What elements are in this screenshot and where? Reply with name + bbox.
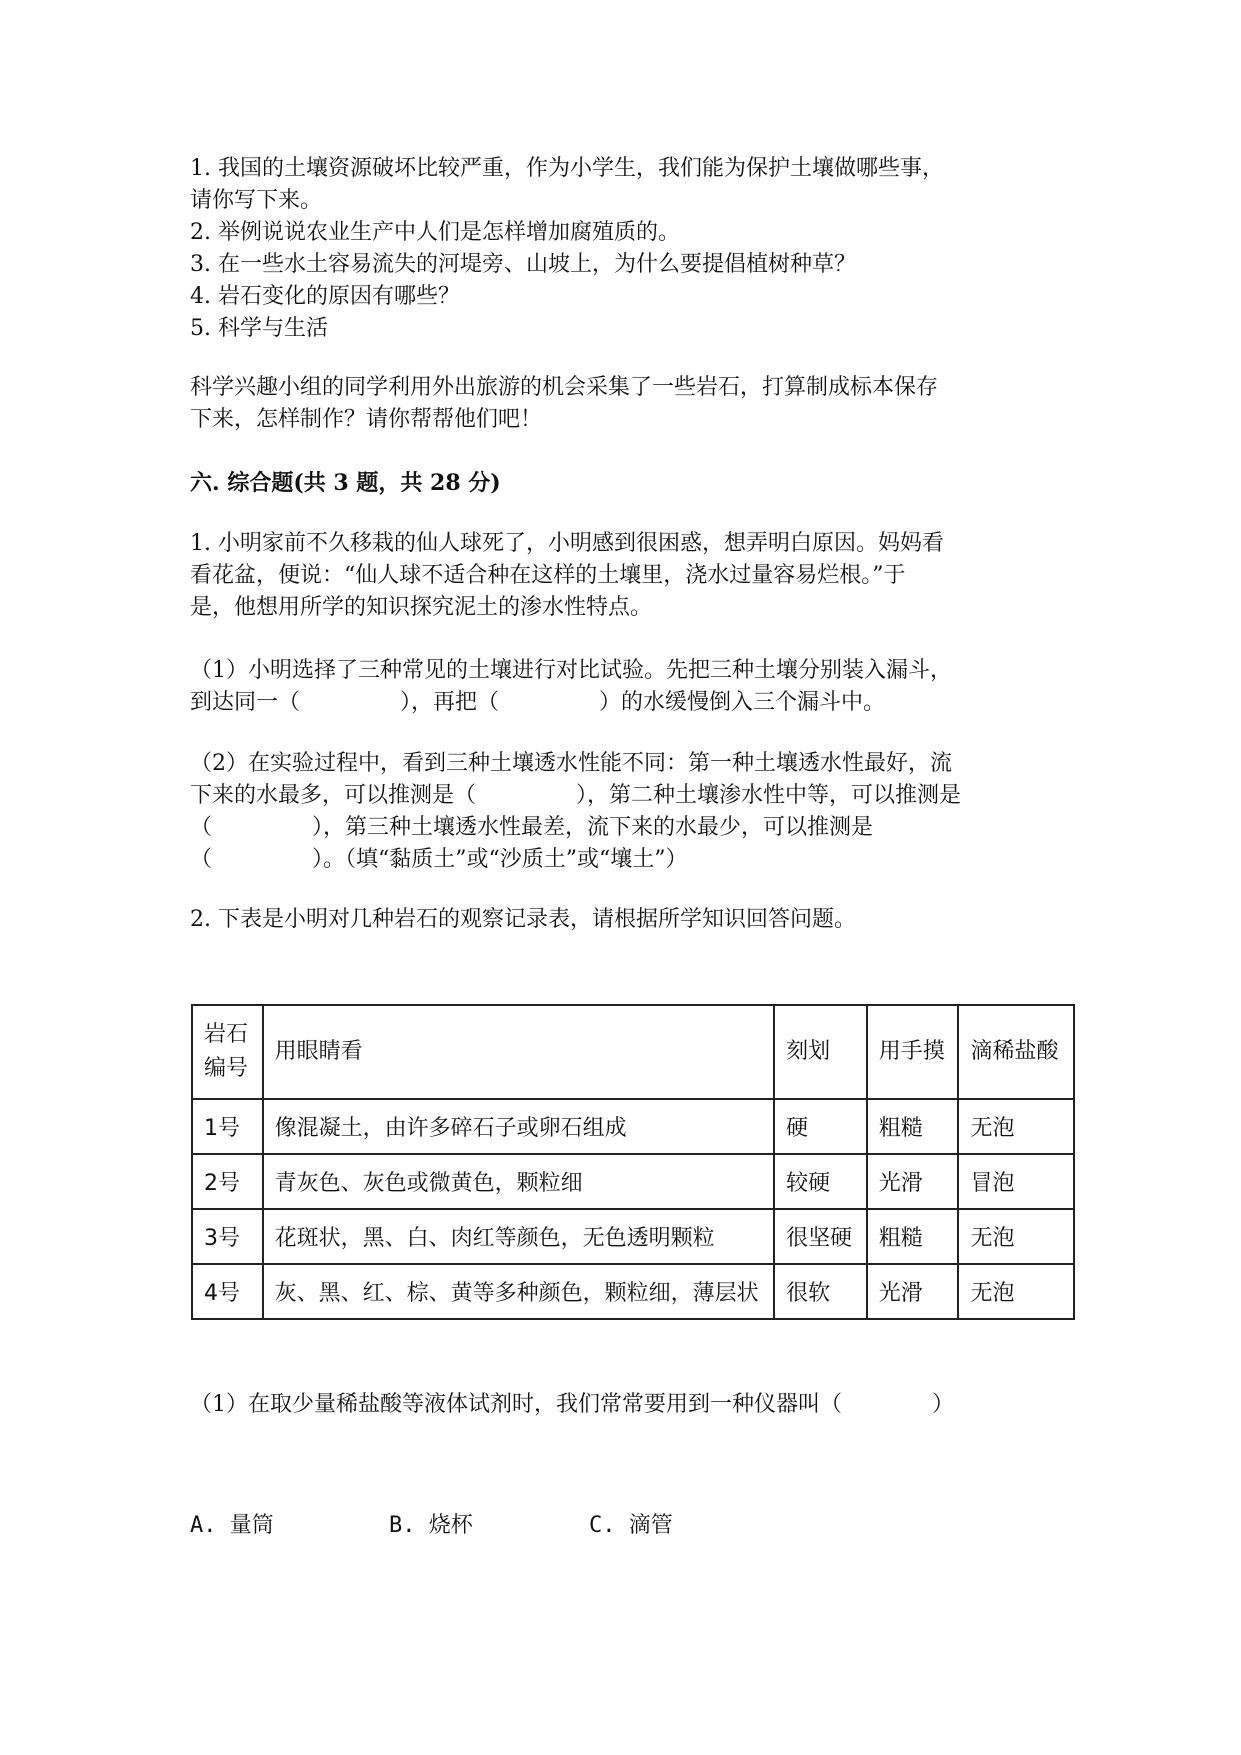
- cell-touch: 粗糙: [867, 1209, 959, 1264]
- cell-look: 像混凝土，由许多碎石子或卵石组成: [263, 1099, 774, 1154]
- part1-text-c: ）的水缓慢倒入三个漏斗中。: [599, 690, 886, 715]
- part1-line2: [190, 687, 1070, 719]
- cell-scratch: 硬: [774, 1099, 867, 1154]
- header-rock-id-line2: 编号: [204, 1056, 249, 1081]
- section6-question-2: 2. 下表是小明对几种岩石的观察记录表，请根据所学知识回答问题。: [190, 907, 856, 932]
- section6-q1-part1: [190, 655, 1070, 719]
- part2-text-f: ）。（填“黏质土”或“沙质土”或“壤土”）: [312, 847, 688, 872]
- cell-scratch: 很坚硬: [774, 1209, 867, 1264]
- cell-id: 2号: [192, 1154, 263, 1209]
- header-rock-id-line1: 岩石: [204, 1022, 249, 1047]
- part1-text-a: 到达同一（: [190, 690, 301, 715]
- section6-question-1: [190, 528, 1070, 624]
- option-c-label: C.: [589, 1513, 616, 1538]
- section6-q1-line1: 1. 小明家前不久移栽的仙人球死了，小明感到很困惑，想弄明白原因。妈妈看: [190, 531, 944, 556]
- science-life-line2: 下来，怎样制作？请你帮帮他们吧！: [190, 407, 543, 432]
- table-header-row: [192, 1005, 1074, 1099]
- cell-id: 1号: [192, 1099, 263, 1154]
- q2-part1-text-a: （1）在取少量稀盐酸等液体试剂时，我们常常要用到一种仪器叫（: [190, 1392, 842, 1417]
- part2-text-d: ），第三种土壤透水性最差，流下来的水最少，可以推测是: [312, 815, 874, 840]
- part2-line2: [190, 780, 1070, 812]
- science-life-text: [190, 372, 1070, 436]
- question-1: [190, 153, 1070, 217]
- option-a[interactable]: [190, 1510, 274, 1542]
- question-3: 3. 在一些水土容易流失的河堤旁、山坡上，为什么要提倡植树种草？: [190, 252, 856, 277]
- header-touch: 用手摸: [867, 1005, 959, 1099]
- cell-scratch: 较硬: [774, 1154, 867, 1209]
- option-b-label: B.: [389, 1513, 416, 1538]
- option-c-text: 滴管: [628, 1513, 673, 1538]
- cell-touch: 光滑: [867, 1154, 959, 1209]
- part2-line1: （2）在实验过程中，看到三种土壤透水性能不同：第一种土壤透水性最好，流: [190, 751, 952, 776]
- rock-observation-table: [191, 1004, 1075, 1320]
- part2-text-b: ），第二种土壤渗水性中等，可以推测是: [576, 783, 962, 808]
- section-heading: 六. 综合题(共 3 题，共 28 分): [190, 470, 501, 496]
- part2-line4: [190, 844, 1070, 876]
- cell-look: 花斑状，黑、白、肉红等颜色，无色透明颗粒: [263, 1209, 774, 1264]
- question-5: 5. 科学与生活: [190, 316, 328, 341]
- cell-look: 青灰色、灰色或微黄色，颗粒细: [263, 1154, 774, 1209]
- table-row: [192, 1209, 1074, 1264]
- table-row: [192, 1154, 1074, 1209]
- part1-line1: （1）小明选择了三种常见的土壤进行对比试验。先把三种土壤分别装入漏斗，: [190, 658, 952, 683]
- option-a-label: A.: [190, 1513, 217, 1538]
- question-1-line2: 请你写下来。: [190, 188, 323, 213]
- question-4: 4. 岩石变化的原因有哪些？: [190, 284, 460, 309]
- cell-id: 3号: [192, 1209, 263, 1264]
- cell-acid: 无泡: [958, 1209, 1074, 1264]
- option-a-text: 量筒: [229, 1513, 274, 1538]
- header-rock-id: [192, 1005, 263, 1099]
- option-b-text: 烧杯: [428, 1513, 473, 1538]
- cell-acid: 冒泡: [958, 1154, 1074, 1209]
- question-2: 2. 举例说说农业生产中人们是怎样增加腐殖质的。: [190, 220, 680, 245]
- table-row: [192, 1099, 1074, 1154]
- section6-q1-part2: [190, 748, 1070, 876]
- cell-id: 4号: [192, 1264, 263, 1319]
- cell-acid: 无泡: [958, 1264, 1074, 1319]
- part2-text-c: （: [190, 815, 213, 840]
- option-c[interactable]: [589, 1510, 673, 1542]
- section6-q1-line3: 是，他想用所学的知识探究泥土的渗水性特点。: [190, 595, 653, 620]
- cell-look: 灰、黑、红、棕、黄等多种颜色，颗粒细，薄层状: [263, 1264, 774, 1319]
- header-scratch: 刻划: [774, 1005, 867, 1099]
- science-life-line1: 科学兴趣小组的同学利用外出旅游的机会采集了一些岩石，打算制成标本保存: [190, 375, 939, 400]
- question-2-part1: [190, 1389, 1070, 1421]
- part2-line3: [190, 812, 1070, 844]
- cell-acid: 无泡: [958, 1099, 1074, 1154]
- section6-q1-line2: 看花盆，便说：“仙人球不适合种在这样的土壤里，浇水过量容易烂根。”于: [190, 563, 906, 588]
- cell-touch: 光滑: [867, 1264, 959, 1319]
- option-b[interactable]: [389, 1510, 473, 1542]
- question-1-line1: 1. 我国的土壤资源破坏比较严重，作为小学生，我们能为保护土壤做哪些事，: [190, 156, 944, 181]
- header-acid: 滴稀盐酸: [958, 1005, 1074, 1099]
- table-row: [192, 1264, 1074, 1319]
- cell-touch: 粗糙: [867, 1099, 959, 1154]
- cell-scratch: 很软: [774, 1264, 867, 1319]
- part1-text-b: ），再把（: [400, 690, 500, 715]
- q2-part1-text-b: ）: [932, 1392, 955, 1417]
- header-look: 用眼睛看: [263, 1005, 774, 1099]
- part2-text-a: 下来的水最多，可以推测是（: [190, 783, 477, 808]
- part2-text-e: （: [190, 847, 213, 872]
